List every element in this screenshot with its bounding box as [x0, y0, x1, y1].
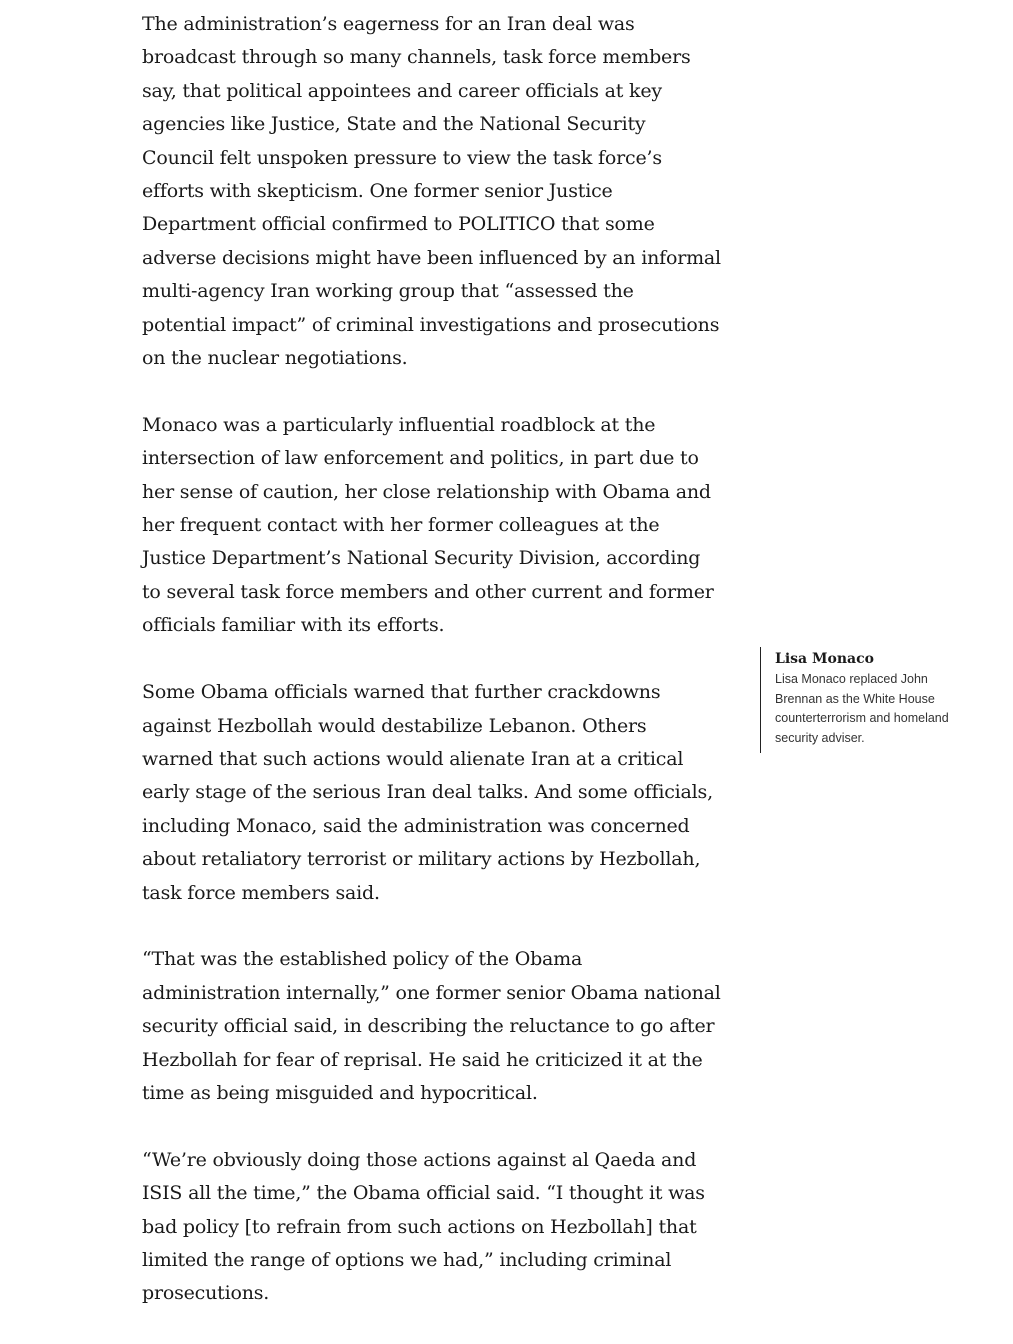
sidebar-title: Lisa Monaco — [775, 651, 874, 667]
article-body — [142, 8, 722, 1344]
article-paragraph: “That was the established policy of the Obama administration internally,” one former senior Obama national security official said, in describing the reluctance to go after Hezbollah for fear of reprisal. He said he criticized it at the time as being misguided and hypocritical. — [142, 948, 721, 1104]
article-paragraph: Some Obama officials warned that further crackdowns against Hezbollah would destabilize Lebanon. Others warned that such actions would alienate Iran at a critical early stage of the serious Iran deal talks. And some officials, including Monaco, said the administration was concerned about retaliatory terrorist or military actions by Hezbollah, task force members said. — [142, 681, 713, 904]
article-paragraph: “We’re obviously doing those actions against al Qaeda and ISIS all the time,” the Obama official said. “I thought it was bad policy [to refrain from such actions on Hezbollah] that limited the range of options we had,” including criminal prosecutions. — [142, 1148, 705, 1305]
article-paragraph: The administration’s eagerness for an Iran deal was broadcast through so many channels, task force members say, that political appointees and career officials at key agencies like Justice, State and the National Security Council felt unspoken pressure to view the task force’s efforts with skepticism. One former senior Justice Department official confirmed to POLITICO that some adverse decisions might have been influenced by an informal multi-agency Iran working group that “assessed the potential impact” of criminal investigations and prosecutions on the nuclear negotiations. — [142, 13, 721, 370]
article-paragraph: Monaco was a particularly influential roadblock at the intersection of law enforcement and politics, in part due to her sense of caution, her close relationship with Obama and her frequent contact with her former colleagues at the Justice Department’s National Security Division, according to several task force members and other current and former officials familiar with its efforts. — [142, 413, 714, 637]
sidebar-caption: Lisa Monaco replaced John Brennan as the White House counterterrorism and homeland security adviser. — [775, 672, 949, 746]
sidebar-bio-note — [760, 647, 965, 753]
